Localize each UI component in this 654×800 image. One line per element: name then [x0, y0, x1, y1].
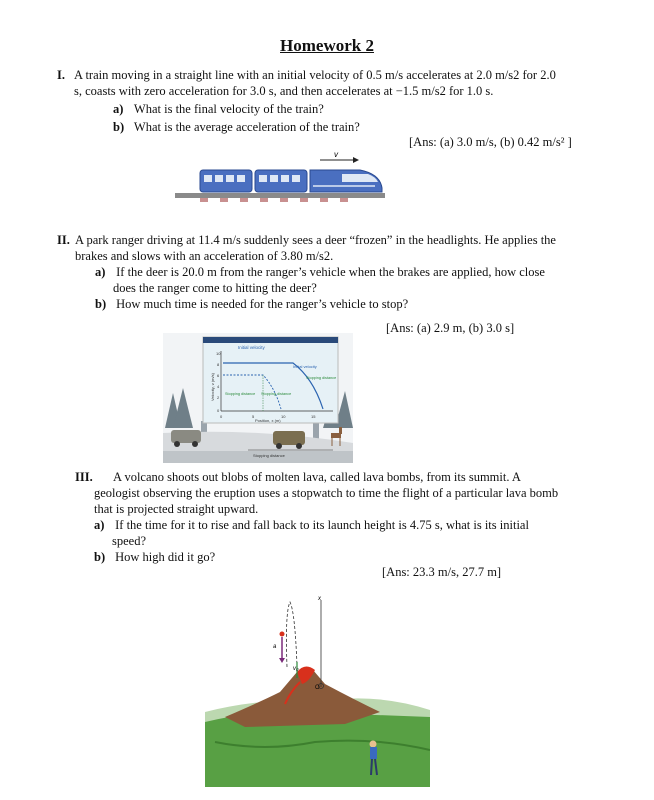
problem-2-part-a-text-line2: does the ranger come to hitting the deer? — [113, 281, 317, 295]
acceleration-label: a — [273, 644, 277, 650]
problem-2-part-b-label: b) — [95, 297, 107, 311]
billboard-top-bar — [203, 337, 338, 343]
train-figure — [170, 148, 390, 208]
svg-text:10: 10 — [281, 414, 286, 419]
svg-text:15: 15 — [311, 414, 316, 419]
problem-3-part-a — [94, 517, 529, 533]
problem-3-text-line2: geologist observing the eruption uses a stopwatch to time the flight of a particular lava bomb — [94, 486, 559, 500]
problem-1-part-a-label: a) — [113, 102, 124, 116]
velocity-arrow-label: v — [334, 150, 338, 159]
problem-1-part-b — [113, 119, 360, 135]
label-stopping-distance-right: Stopping distance — [306, 376, 337, 380]
lava-bomb — [280, 632, 285, 637]
origin-label: O — [315, 685, 320, 691]
problem-3-part-a-label: a) — [94, 518, 105, 532]
track-rail — [175, 193, 385, 198]
problem-3-numeral: III. — [75, 470, 93, 484]
volcano-figure — [205, 592, 430, 787]
problem-2-part-b-text: How much time is needed for the ranger’s vehicle to stop? — [116, 297, 409, 311]
y-axis-label: Velocity, v (m/s) — [210, 373, 215, 401]
problem-1-text-line1: A train moving in a straight line with an initial velocity of 0.5 m/s accelerates at 2.0 m/s2 for 2.0 — [74, 68, 556, 82]
svg-text:0: 0 — [217, 408, 220, 413]
svg-text:10: 10 — [216, 351, 221, 356]
problem-1-numeral: I. — [57, 68, 65, 82]
svg-text:5: 5 — [252, 414, 255, 419]
svg-text:8: 8 — [217, 362, 220, 367]
acceleration-arrowhead — [279, 658, 285, 663]
page-title: Homework 2 — [280, 36, 374, 55]
svg-text:2: 2 — [217, 395, 220, 400]
v0-label: v₀ — [293, 666, 299, 672]
problem-2-text-line2: brakes and slows with an acceleration of 3.80 m/s2. — [75, 249, 334, 263]
problem-2-part-a-text-line1: If the deer is 20.0 m from the ranger’s vehicle when the brakes are applied, how close — [116, 265, 545, 279]
problem-3-part-b — [94, 549, 215, 565]
problem-3-part-b-label: b) — [94, 550, 106, 564]
ground-label: Stopping distance — [253, 453, 285, 458]
label-stopping-distance-mid: Stopping distance — [261, 392, 292, 396]
track-ties — [200, 198, 348, 202]
x-axis-label: Position, x (m) — [255, 418, 281, 423]
problem-2-numeral: II. — [57, 233, 70, 247]
billboard-panel — [203, 337, 338, 423]
problem-1-text-line2: s, coasts with zero acceleration for 3.0 s, and then accelerates at −1.5 m/s2 for 1.0 s. — [74, 84, 494, 98]
velocity-arrow — [320, 157, 359, 163]
problem-3-part-b-text: How high did it go? — [115, 550, 216, 564]
problem-3-text-line1: A volcano shoots out blobs of molten lava, called lava bombs, from its summit. A — [113, 470, 521, 484]
problem-2-part-a-label: a) — [95, 265, 106, 279]
label-stopping-distance-left: Stopping distance — [225, 392, 256, 396]
problem-3-answer: [Ans: 23.3 m/s, 27.7 m] — [382, 565, 502, 579]
svg-text:0: 0 — [220, 414, 223, 419]
svg-text:6: 6 — [217, 373, 220, 378]
problem-3-text-line3: that is projected straight upward. — [94, 502, 259, 516]
label-initial-velocity: Initial velocity — [293, 364, 317, 369]
problem-3-part-a-text-line1: If the time for it to rise and fall back to its launch height is 4.75 s, what is its initial — [115, 518, 529, 532]
problem-1-answer: [Ans: (a) 3.0 m/s, (b) 0.42 m/s² ] — [409, 135, 572, 149]
x-axis-label: x — [318, 596, 321, 602]
problem-1-part-a-text: What is the final velocity of the train? — [133, 102, 324, 116]
problem-1-part-a — [113, 101, 324, 117]
ranger-figure — [163, 333, 353, 463]
problem-2-part-b — [95, 296, 408, 312]
train-cars — [200, 170, 382, 192]
svg-text:4: 4 — [217, 384, 220, 389]
problem-2-text-line1: A park ranger driving at 11.4 m/s suddenly sees a deer “frozen” in the headlights. He applies the — [75, 233, 556, 247]
chart-title: Initial velocity — [238, 345, 265, 350]
problem-1-part-b-label: b) — [113, 120, 125, 134]
problem-2-part-a — [95, 264, 545, 280]
trajectory — [286, 602, 297, 667]
problem-2-answer: [Ans: (a) 2.9 m, (b) 3.0 s] — [386, 321, 515, 335]
problem-3-part-a-text-line2: speed? — [112, 534, 147, 548]
problem-1-part-b-text: What is the average acceleration of the train? — [133, 120, 360, 134]
